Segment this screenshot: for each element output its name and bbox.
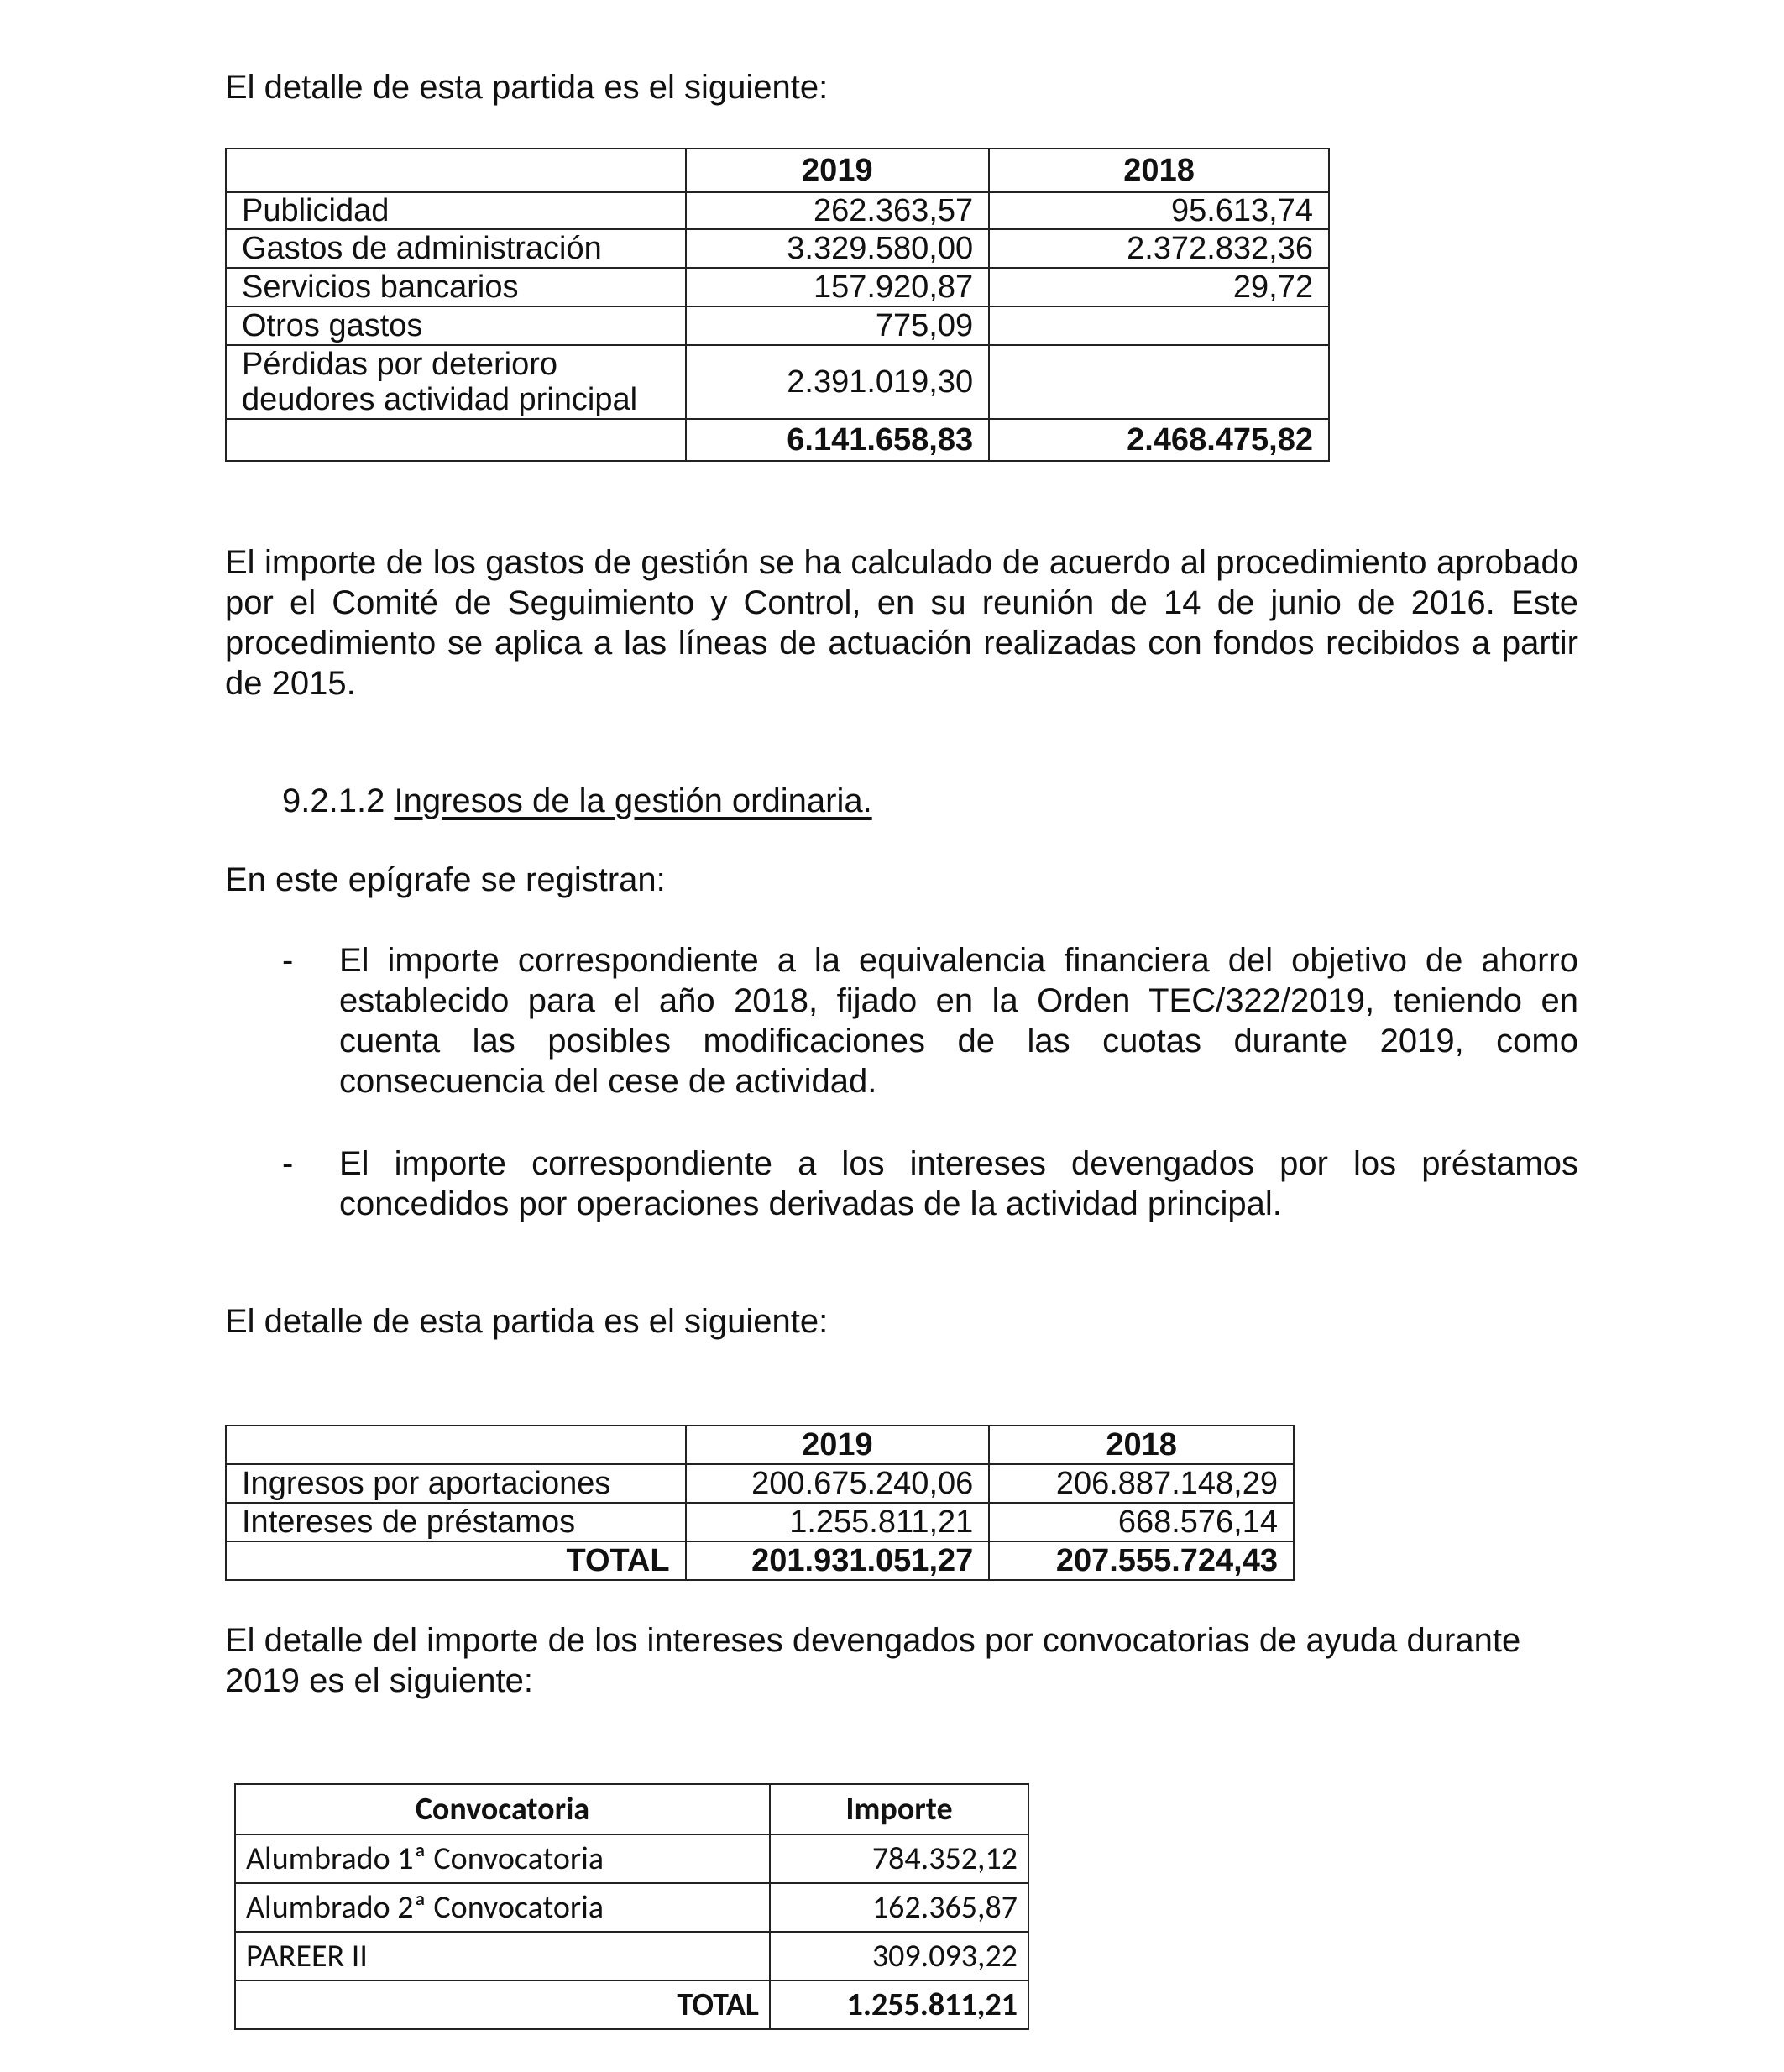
value-2019: 262.363,57 xyxy=(686,192,990,229)
header-importe: Importe xyxy=(770,1784,1028,1834)
total-label: TOTAL xyxy=(226,1541,686,1580)
bullet-marker: - xyxy=(282,1145,294,1182)
header-cell-2018: 2018 xyxy=(989,149,1329,192)
value-2019: 775,09 xyxy=(686,306,990,345)
gestion-paragraph: El importe de los gastos de gestión se ha calculado de acuerdo al procedimiento aprobado por el Comité de Seguimiento y Control, en su reunión de 14 de junio de 2016. Este procedimiento se aplica a las líneas de actuación realizadas con fondos recibidos a partir de 2015. xyxy=(225,544,1578,702)
section-heading xyxy=(282,781,872,821)
total-row xyxy=(226,1541,1294,1580)
row-label: Servicios bancarios xyxy=(226,268,686,306)
header-cell-2019: 2019 xyxy=(686,149,990,192)
table-row xyxy=(235,1883,1028,1932)
bullet-text: El importe correspondiente a los intereses devengados por los préstamos concedidos por operaciones derivadas de la actividad principal. xyxy=(339,1145,1578,1222)
row-label-line-1: Pérdidas por deterioro xyxy=(242,347,557,382)
value-2018 xyxy=(989,345,1329,419)
value-2018: 29,72 xyxy=(989,268,1329,306)
header-cell xyxy=(226,1426,686,1464)
importe-value: 309.093,22 xyxy=(770,1932,1028,1980)
row-label xyxy=(226,345,686,419)
value-2019: 1.255.811,21 xyxy=(686,1503,990,1541)
table-row xyxy=(226,306,1329,345)
epigrafe-intro: En este epígrafe se registran: xyxy=(225,861,666,898)
table-row xyxy=(226,229,1329,268)
total-2018: 207.555.724,43 xyxy=(989,1541,1294,1580)
table-row xyxy=(235,1932,1028,1980)
table-row xyxy=(226,345,1329,419)
value-2018: 2.372.832,36 xyxy=(989,229,1329,268)
convocatorias-table xyxy=(234,1783,1029,2030)
row-label: Otros gastos xyxy=(226,306,686,345)
value-2019: 200.675.240,06 xyxy=(686,1464,990,1503)
convocatoria-label: PAREER II xyxy=(235,1932,770,1980)
section-number: 9.2.1.2 xyxy=(282,782,385,819)
total-row xyxy=(235,1980,1028,2029)
header-cell-2018: 2018 xyxy=(989,1426,1294,1464)
table-row xyxy=(226,1464,1294,1503)
total-2018: 2.468.475,82 xyxy=(989,419,1329,461)
total-row xyxy=(226,419,1329,461)
importe-value: 784.352,12 xyxy=(770,1834,1028,1883)
table-row xyxy=(226,192,1329,229)
value-2019: 2.391.019,30 xyxy=(686,345,990,419)
value-2018 xyxy=(989,306,1329,345)
bullet-text: El importe correspondiente a la equivalencia financiera del objetivo de ahorro establecido para el año 2018, fijado en la Orden TEC/322/2019, teniendo en cuenta las posibles modificaciones de las cuotas durante 2019, como consecuencia del cese de actividad. xyxy=(339,942,1578,1100)
table-row xyxy=(226,268,1329,306)
intro-text-1: El detalle de esta partida es el siguiente: xyxy=(225,69,829,106)
table-row xyxy=(226,1503,1294,1541)
total-importe: 1.255.811,21 xyxy=(770,1980,1028,2029)
value-2019: 3.329.580,00 xyxy=(686,229,990,268)
table-header-row xyxy=(235,1784,1028,1834)
convocatoria-label: Alumbrado 2ª Convocatoria xyxy=(235,1883,770,1932)
row-label: Publicidad xyxy=(226,192,686,229)
row-label: Intereses de préstamos xyxy=(226,1503,686,1541)
gastos-table xyxy=(225,148,1330,462)
header-cell-2019: 2019 xyxy=(686,1426,990,1464)
importe-value: 162.365,87 xyxy=(770,1883,1028,1932)
header-cell xyxy=(226,149,686,192)
header-convocatoria: Convocatoria xyxy=(235,1784,770,1834)
value-2018: 668.576,14 xyxy=(989,1503,1294,1541)
total-2019: 201.931.051,27 xyxy=(686,1541,990,1580)
value-2018: 206.887.148,29 xyxy=(989,1464,1294,1503)
intereses-paragraph: El detalle del importe de los intereses devengados por convocatorias de ayuda durante 2019 es el siguiente: xyxy=(225,1622,1521,1699)
section-title: Ingresos de la gestión ordinaria. xyxy=(394,782,872,819)
total-label xyxy=(226,419,686,461)
row-label-line-2: deudores actividad principal xyxy=(242,382,638,417)
table-row xyxy=(235,1834,1028,1883)
ingresos-table xyxy=(225,1425,1295,1581)
value-2019: 157.920,87 xyxy=(686,268,990,306)
table-header-row xyxy=(226,149,1329,192)
total-label: TOTAL xyxy=(235,1980,770,2029)
row-label: Gastos de administración xyxy=(226,229,686,268)
intro-text-2: El detalle de esta partida es el siguiente: xyxy=(225,1303,829,1340)
row-label: Ingresos por aportaciones xyxy=(226,1464,686,1503)
total-2019: 6.141.658,83 xyxy=(686,419,990,461)
convocatoria-label: Alumbrado 1ª Convocatoria xyxy=(235,1834,770,1883)
value-2018: 95.613,74 xyxy=(989,192,1329,229)
table-header-row xyxy=(226,1426,1294,1464)
bullet-marker: - xyxy=(282,942,294,979)
